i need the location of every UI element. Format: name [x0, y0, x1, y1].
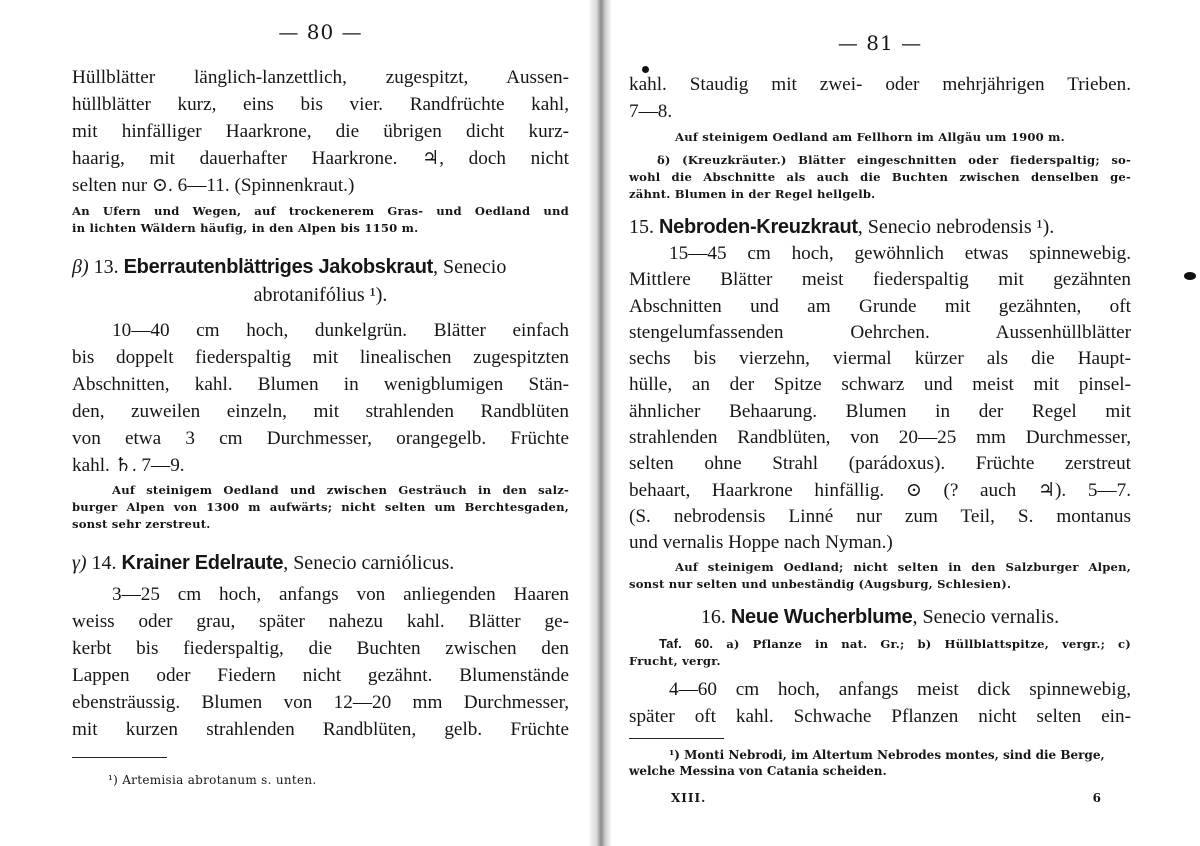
- text-line: (S. nebrodensis Linné nur zum Teil, S. montanus: [629, 505, 1131, 527]
- habitat-line: sonst sehr zerstreut.: [72, 517, 211, 531]
- entry-16-description: [629, 676, 1131, 730]
- text-line: und vernalis Hoppe nach Nyman.): [629, 532, 893, 554]
- text-line: den, zuweilen einzeln, mit strahlenden Randblüten: [72, 401, 569, 422]
- text-line: sechs bis vierzehn, viermal kürzer als die Haupt-: [629, 348, 1131, 370]
- text-line: 10—40 cm hoch, dunkelgrün. Blätter einfach: [112, 320, 569, 341]
- footnote-rule: [72, 757, 167, 758]
- text-line: Abschnitten, kahl. Blumen in wenigblumigen Stän-: [72, 374, 569, 395]
- plate-line: [629, 635, 1131, 653]
- continuation-paragraph: [629, 71, 1131, 125]
- footnote: [629, 747, 1131, 779]
- text-line: 7—8.: [629, 101, 673, 122]
- text-line: kahl. Staudig mit zwei- oder mehrjährigen Trieben.: [629, 74, 1131, 95]
- text-line: kahl. ♄. 7—9.: [72, 455, 185, 476]
- entry-13-heading: [72, 253, 569, 281]
- text-line: kerbt bis fiederspaltig, die Buchten zwischen den: [72, 638, 569, 659]
- page-number: — 81 —: [837, 31, 923, 55]
- entry-number: 13.: [93, 256, 119, 278]
- text-line: behaart, Haarkrone hinfällig. ⊙ (? auch ♃). 5—7.: [629, 479, 1131, 501]
- habitat-line: zähnt. Blumen in der Regel hellgelb.: [629, 187, 876, 201]
- habitat-note: [629, 559, 1131, 593]
- right-page: [629, 0, 1131, 846]
- entry-14-heading: [72, 549, 569, 577]
- text-line: ähnlicher Behaarung. Blumen in der Regel mit: [629, 400, 1131, 422]
- common-name: Neue Wucherblume: [730, 605, 913, 628]
- footnote-line: welche Messina von Catania scheiden.: [629, 763, 887, 778]
- text-line: von etwa 3 cm Durchmesser, orangegelb. Früchte: [72, 428, 569, 449]
- text-line: haarig, mit dauerhafter Haarkrone. ♃, doch nicht: [72, 148, 569, 169]
- entry-number: 14.: [91, 552, 117, 574]
- habitat-line: Auf steinigem Oedland am Fellhorn im Allgäu um 1900 m.: [675, 130, 1065, 144]
- section-marker: γ): [72, 552, 87, 574]
- scan-speck: [1184, 272, 1196, 280]
- text-line: mit hinfälliger Haarkrone, die übrigen dicht kurz-: [72, 121, 569, 142]
- habitat-line: Auf steinigem Oedland und zwischen Gesträuch in den salz-: [112, 483, 569, 497]
- delta-section-note: [629, 152, 1131, 203]
- text-line: 4—60 cm hoch, anfangs meist dick spinnewebig,: [669, 678, 1131, 700]
- entry-16-heading: [629, 603, 1131, 631]
- habitat-note: [72, 203, 569, 237]
- text-line: strahlenden Randblüten, von 20—25 mm Durchmesser,: [629, 427, 1131, 449]
- plate-caption: a) Pflanze in nat. Gr.; b) Hüllblattspitze, vergr.; c): [726, 636, 1131, 651]
- scan-speck: [642, 66, 649, 73]
- text-line: später oft kahl. Schwache Pflanzen nicht selten ein-: [629, 705, 1131, 727]
- entry-number: 15.: [629, 216, 654, 238]
- text-line: hülle, an der Spitze schwarz und meist mit pinsel-: [629, 374, 1131, 396]
- text-line: 15—45 cm hoch, gewöhnlich etwas spinnewebig.: [669, 243, 1131, 264]
- text-line: Abschnitten und am Grunde mit gezähnten, oft: [629, 295, 1131, 317]
- text-line: selten ohne Strahl (parádoxus). Früchte zerstreut: [629, 453, 1131, 475]
- footnote: ¹) Artemisia abrotanum s. unten.: [108, 773, 317, 787]
- latin-name: , Senecio vernalis.: [912, 605, 1060, 628]
- text-line: Hüllblätter länglich-lanzettlich, zugespitzt, Aussen-: [72, 67, 569, 88]
- text-line: ebensträussig. Blumen von 12—20 mm Durchmesser,: [72, 692, 569, 713]
- signature-number: 6: [1092, 790, 1101, 805]
- habitat-line: Auf steinigem Oedland; nicht selten in den Salzburger Alpen,: [675, 559, 1131, 574]
- habitat-note: [72, 482, 569, 533]
- common-name: Krainer Edelraute: [121, 552, 284, 574]
- text-line: weiss oder grau, später nahezu kahl. Blätter ge-: [72, 611, 569, 632]
- book-gutter: [589, 0, 611, 846]
- latin-name: , Senecio nebrodensis ¹).: [857, 216, 1055, 238]
- habitat-line: wohl die Abschnitte als auch die Buchten zwischen denselben ge-: [629, 170, 1131, 184]
- footnote-line: ¹) Monti Nebrodi, im Altertum Nebrodes montes, sind die Berge,: [669, 747, 1105, 762]
- entry-15-heading: [629, 213, 1131, 241]
- plate-reference: [629, 635, 1131, 670]
- entry-14-description: [72, 581, 569, 743]
- printer-signature: [629, 791, 1131, 809]
- text-line: stengelumfassenden Oehrchen. Aussenhüllblätter: [629, 321, 1131, 343]
- habitat-line: in lichten Wäldern häufig, in den Alpen bis 1150 m.: [72, 221, 419, 235]
- entry-number: 16.: [700, 605, 726, 628]
- common-name: Nebroden-Kreuzkraut: [659, 216, 858, 238]
- entry-15-description: [629, 241, 1131, 557]
- latin-name-part: , Senecio: [433, 256, 507, 278]
- text-line: Lappen oder Fiedern nicht gezähnt. Blumenstände: [72, 665, 569, 686]
- latin-name: , Senecio carniólicus.: [283, 552, 455, 574]
- latin-name-line: [72, 281, 569, 309]
- habitat-line: δ) (Kreuzkräuter.) Blätter eingeschnitten oder fiederspaltig; so-: [657, 153, 1131, 167]
- text-line: bis doppelt fiederspaltig mit linealischen zugespitzten: [72, 347, 569, 368]
- text-line: mit kurzen strahlenden Randblüten, gelb. Früchte: [72, 719, 569, 740]
- entry-13-description: [72, 317, 569, 479]
- common-name: Eberrautenblättriges Jakobskraut: [123, 256, 434, 278]
- text-line: 3—25 cm hoch, anfangs von anliegenden Haaren: [112, 584, 569, 605]
- text-line: Mittlere Blätter meist fiederspaltig mit gezähnten: [629, 269, 1131, 291]
- habitat-line: burger Alpen von 1300 m aufwärts; nicht selten um Berchtesgaden,: [72, 500, 569, 514]
- habitat-line: An Ufern und Wegen, auf trockenerem Gras- und Oedland und: [72, 204, 569, 218]
- latin-name: abrotanifólius ¹).: [253, 284, 388, 306]
- habitat-note: [629, 129, 1131, 146]
- plate-line: Frucht, vergr.: [629, 653, 721, 668]
- plate-label: Taf. 60.: [659, 635, 714, 651]
- text-line: selten nur ⊙. 6—11. (Spinnenkraut.): [72, 175, 355, 196]
- left-page: [72, 0, 569, 846]
- signature-mark: XIII.: [671, 790, 707, 805]
- section-marker: β): [72, 256, 89, 278]
- text-line: hüllblätter kurz, eins bis vier. Randfrüchte kahl,: [72, 94, 569, 115]
- habitat-line: sonst nur selten und unbeständig (Augsburg, Schlesien).: [629, 576, 1012, 591]
- page-number: — 80 —: [278, 20, 363, 44]
- footnote-rule: [629, 738, 724, 739]
- intro-paragraph: [72, 64, 569, 199]
